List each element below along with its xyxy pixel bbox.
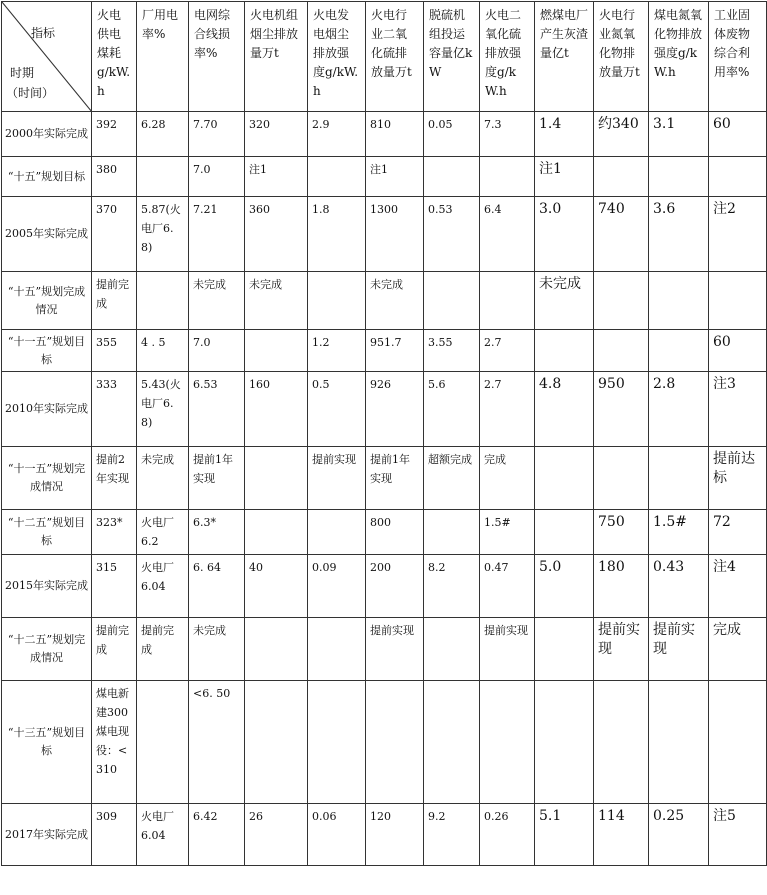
table-cell: 0.53 [424, 197, 480, 272]
table-cell [535, 681, 594, 804]
table-cell: 5.1 [535, 804, 594, 866]
table-body [2, 2, 767, 866]
table-cell: 6.4 [480, 197, 535, 272]
period-cell: “十五”规划目标 [2, 157, 92, 197]
table-cell: 注3 [709, 372, 767, 447]
table-cell: 0.26 [480, 804, 535, 866]
table-cell: 6.28 [137, 112, 189, 157]
table-cell: 超额完成 [424, 447, 480, 510]
table-cell: 72 [709, 510, 767, 555]
table-cell: 1.5# [649, 510, 709, 555]
table-cell [594, 272, 649, 330]
table-cell [424, 681, 480, 804]
header-ash-volume: 燃煤电厂产生灰渣量亿t [535, 2, 594, 112]
table-cell [535, 330, 594, 372]
table-cell: 7.3 [480, 112, 535, 157]
table-cell [709, 681, 767, 804]
table-cell [535, 618, 594, 681]
table-cell: 火电厂6.04 [137, 555, 189, 618]
table-cell: 1.8 [308, 197, 366, 272]
table-cell [649, 447, 709, 510]
table-cell [480, 681, 535, 804]
table-cell: 309 [92, 804, 137, 866]
table-cell: 926 [366, 372, 424, 447]
period-cell: “十二五”规划目标 [2, 510, 92, 555]
table-cell: 160 [245, 372, 308, 447]
table-cell: 3.1 [649, 112, 709, 157]
table-cell: 40 [245, 555, 308, 618]
table-cell: 未完成 [189, 618, 245, 681]
table-cell: 8.2 [424, 555, 480, 618]
table-cell [308, 510, 366, 555]
table-cell: 370 [92, 197, 137, 272]
table-cell: 未完成 [137, 447, 189, 510]
table-cell: 740 [594, 197, 649, 272]
table-row [2, 447, 767, 510]
table-cell [594, 330, 649, 372]
table-cell: 约340 [594, 112, 649, 157]
table-cell [366, 681, 424, 804]
table-cell [709, 157, 767, 197]
table-cell: 提前达标 [709, 447, 767, 510]
table-cell: 5.43(火电厂6.8) [137, 372, 189, 447]
table-cell [594, 681, 649, 804]
table-cell: 提前实现 [594, 618, 649, 681]
period-cell: “十一五”规划完成情况 [2, 447, 92, 510]
table-cell: 提前实现 [308, 447, 366, 510]
table-cell [245, 330, 308, 372]
header-so2-intensity: 火电二氧化硫排放强度g/kW.h [480, 2, 535, 112]
table-cell: 提前2年实现 [92, 447, 137, 510]
header-dust-intensity: 火电发电烟尘排放强度g/kW.h [308, 2, 366, 112]
table-cell: 2.9 [308, 112, 366, 157]
table-cell: 未完成 [535, 272, 594, 330]
table-cell [245, 618, 308, 681]
table-cell: 950 [594, 372, 649, 447]
table-cell: 提前完成 [92, 272, 137, 330]
period-cell: “十一五”规划目标 [2, 330, 92, 372]
table-cell: 煤电新建300煤电现役：<310 [92, 681, 137, 804]
table-cell: 提前实现 [366, 618, 424, 681]
table-cell: 3.55 [424, 330, 480, 372]
table-cell [535, 447, 594, 510]
period-cell: 2000年实际完成 [2, 112, 92, 157]
table-cell: 2.7 [480, 330, 535, 372]
table-cell: 9.2 [424, 804, 480, 866]
table-cell: 3.0 [535, 197, 594, 272]
table-cell: 提前完成 [137, 618, 189, 681]
table-cell [424, 510, 480, 555]
table-cell [308, 157, 366, 197]
period-cell: “十二五”规划完成情况 [2, 618, 92, 681]
table-cell: 0.09 [308, 555, 366, 618]
corner-cell [2, 2, 92, 112]
table-cell: 355 [92, 330, 137, 372]
table-cell: 392 [92, 112, 137, 157]
table-cell: 0.06 [308, 804, 366, 866]
corner-indicator-label: 指标 [30, 26, 55, 40]
corner-time-label: （时间） [6, 86, 55, 100]
table-cell [480, 157, 535, 197]
table-cell: 6.3* [189, 510, 245, 555]
table-cell: 26 [245, 804, 308, 866]
table-cell: 提前实现 [480, 618, 535, 681]
table-cell: 6.42 [189, 804, 245, 866]
table-cell: 323* [92, 510, 137, 555]
table-cell: 810 [366, 112, 424, 157]
table-cell [245, 447, 308, 510]
table-row [2, 197, 767, 272]
table-cell: 750 [594, 510, 649, 555]
table-cell: 提前1年实现 [189, 447, 245, 510]
corner-period-label: 时期 [10, 66, 35, 80]
table-cell [137, 272, 189, 330]
table-row [2, 112, 767, 157]
table-cell: 注1 [245, 157, 308, 197]
table-row [2, 618, 767, 681]
table-cell [594, 447, 649, 510]
table-cell: 注4 [709, 555, 767, 618]
table-cell [308, 272, 366, 330]
header-nox-emission: 火电行业氮氧化物排放量万t [594, 2, 649, 112]
table-cell: 380 [92, 157, 137, 197]
table-cell: 951.7 [366, 330, 424, 372]
table-cell: 5.87(火电厂6.8) [137, 197, 189, 272]
table-cell: 1300 [366, 197, 424, 272]
table-cell: 800 [366, 510, 424, 555]
table-cell: 火电厂6.04 [137, 804, 189, 866]
table-cell: 0.05 [424, 112, 480, 157]
table-row [2, 157, 767, 197]
table-cell: 5.0 [535, 555, 594, 618]
table-cell: 0.43 [649, 555, 709, 618]
table-cell: 提前完成 [92, 618, 137, 681]
table-cell: 提前实现 [649, 618, 709, 681]
table-cell: 7.70 [189, 112, 245, 157]
table-cell: 未完成 [366, 272, 424, 330]
table-cell: 7.0 [189, 330, 245, 372]
table-cell [308, 681, 366, 804]
table-cell: 360 [245, 197, 308, 272]
table-cell [480, 272, 535, 330]
header-dust-emission: 火电机组烟尘排放量万t [245, 2, 308, 112]
table-cell: 注1 [535, 157, 594, 197]
header-row [2, 2, 767, 112]
table-row [2, 681, 767, 804]
table-cell: 未完成 [189, 272, 245, 330]
period-cell: 2015年实际完成 [2, 555, 92, 618]
table-row [2, 555, 767, 618]
table-cell: 315 [92, 555, 137, 618]
table-cell [649, 681, 709, 804]
table-cell: 4 . 5 [137, 330, 189, 372]
table-cell: 注2 [709, 197, 767, 272]
table-cell [594, 157, 649, 197]
table-cell [424, 157, 480, 197]
table-cell: 6. 64 [189, 555, 245, 618]
header-solid-waste-rate: 工业固体废物综合利用率% [709, 2, 767, 112]
table-cell: 60 [709, 112, 767, 157]
header-plant-power-rate: 厂用电率% [137, 2, 189, 112]
table-cell: 180 [594, 555, 649, 618]
period-cell: 2005年实际完成 [2, 197, 92, 272]
table-row [2, 330, 767, 372]
table-cell: 2.7 [480, 372, 535, 447]
table-cell: 0.25 [649, 804, 709, 866]
table-cell: 120 [366, 804, 424, 866]
table-cell: 3.6 [649, 197, 709, 272]
table-cell: 0.5 [308, 372, 366, 447]
table-row [2, 272, 767, 330]
table-cell: 注5 [709, 804, 767, 866]
table-cell: 注1 [366, 157, 424, 197]
table-cell [535, 510, 594, 555]
table-cell: 完成 [709, 618, 767, 681]
table-cell [308, 618, 366, 681]
table-cell: 提前1年实现 [366, 447, 424, 510]
table-row [2, 372, 767, 447]
table-cell: 未完成 [245, 272, 308, 330]
table-cell [245, 510, 308, 555]
table-cell [649, 272, 709, 330]
table-cell [649, 157, 709, 197]
header-desulfurization-capacity: 脱硫机组投运容量亿kW [424, 2, 480, 112]
table-cell: 2.8 [649, 372, 709, 447]
header-line-loss-rate: 电网综合线损率% [189, 2, 245, 112]
table-cell: 6.53 [189, 372, 245, 447]
table-cell [709, 272, 767, 330]
table-cell: 完成 [480, 447, 535, 510]
period-cell: “十五”规划完成情况 [2, 272, 92, 330]
header-coal-consumption: 火电供电煤耗g/kW.h [92, 2, 137, 112]
table-cell: 5.6 [424, 372, 480, 447]
table-cell: 7.0 [189, 157, 245, 197]
power-indicator-table [1, 1, 767, 866]
table-row [2, 804, 767, 866]
period-cell: 2017年实际完成 [2, 804, 92, 866]
table-cell: 333 [92, 372, 137, 447]
table-cell: 320 [245, 112, 308, 157]
table-cell: 114 [594, 804, 649, 866]
period-cell: “十三五”规划目标 [2, 681, 92, 804]
period-cell: 2010年实际完成 [2, 372, 92, 447]
table-cell: <6. 50 [189, 681, 245, 804]
table-cell: 1.2 [308, 330, 366, 372]
header-nox-intensity: 煤电氮氧化物排放强度g/kW.h [649, 2, 709, 112]
table-cell: 60 [709, 330, 767, 372]
table-cell: 火电厂6.2 [137, 510, 189, 555]
table-cell [649, 330, 709, 372]
header-so2-emission: 火电行业二氧化硫排放量万t [366, 2, 424, 112]
table-cell [137, 157, 189, 197]
table-cell: 1.5# [480, 510, 535, 555]
table-cell: 0.47 [480, 555, 535, 618]
table-row [2, 510, 767, 555]
table-cell: 1.4 [535, 112, 594, 157]
table-cell: 4.8 [535, 372, 594, 447]
table-cell [137, 681, 189, 804]
table-cell: 200 [366, 555, 424, 618]
table-cell: 7.21 [189, 197, 245, 272]
table-cell [424, 618, 480, 681]
table-cell [245, 681, 308, 804]
table-cell [424, 272, 480, 330]
